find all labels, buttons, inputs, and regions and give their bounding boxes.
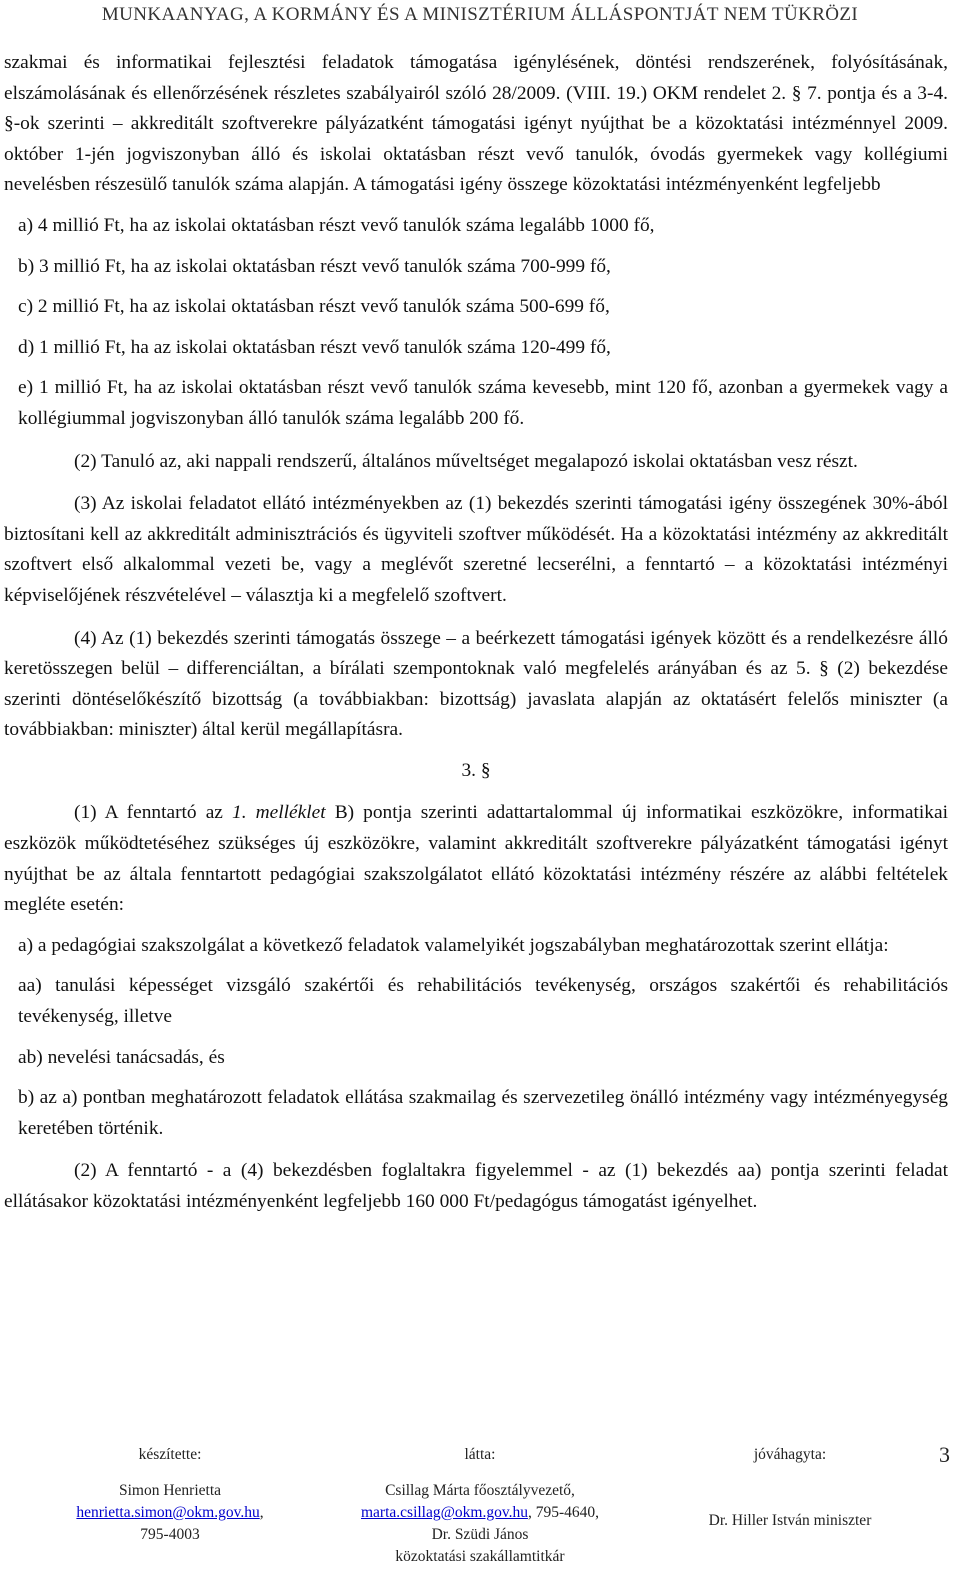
annex-reference: 1. melléklet (232, 802, 326, 824)
paragraph-3: (3) Az iskolai feladatot ellátó intézményekben az (1) bekezdés szerinti támogatási igény összegének 30%-ából biztosítani kell az akkreditált adminisztrációs és ügyviteli szoftver működését. Ha a közoktatási intézmény az akkreditált szoftvert első alkalommal vezeti be, vagy a meglévőt szeretné lecserélni, a fenntartó – a közoktatási intézményi képviselőjének részvételével – választja ki a megfelelő szoftvert. (4, 493, 948, 606)
seen-name: Csillag Márta főosztályvezető, (385, 1482, 575, 1499)
document-body (4, 48, 948, 1218)
prepared-by-block (20, 1444, 320, 1546)
s3-p1-pre: (1) A fenntartó az (74, 802, 232, 824)
list-item-c: c) 2 millió Ft, ha az iskolai oktatásban részt vevő tanulók száma 500-699 fő, (18, 296, 610, 318)
section3-paragraph-1 (4, 798, 948, 920)
list-item-d: d) 1 millió Ft, ha az iskolai oktatásban részt vevő tanulók száma 120-499 fő, (18, 336, 611, 358)
list-item-b: b) 3 millió Ft, ha az iskolai oktatásban részt vevő tanulók száma 700-999 fő, (18, 255, 611, 277)
prepared-email-link[interactable]: henrietta.simon@okm.gov.hu (76, 1504, 260, 1521)
paragraph-4: (4) Az (1) bekezdés szerinti támogatás összege – a beérkezett támogatási igények között és a rendelkezésre álló keretösszegen belül – differenciáltan, a bírálati szempontoknak való megfelelés arányában és az 5. § (2) bekezdése szerinti döntéselőkészítő bizottság (a továbbiakban: bizottság) javaslata alapján az oktatásért felelős miniszter (a továbbiakban: miniszter) által kerül megállapításra. (4, 627, 948, 741)
seen-name-2: Dr. Szüdi János (431, 1526, 529, 1543)
list-item-a: a) 4 millió Ft, ha az iskolai oktatásban részt vevő tanulók száma legalább 1000 fő, (18, 214, 655, 236)
section3-item-a: a) a pedagógiai szakszolgálat a következő feladatok valamelyikét jogszabályban meghatározottak szerint ellátja: (18, 934, 889, 956)
section3-item-ab: ab) nevelési tanácsadás, és (18, 1046, 225, 1068)
page-number: 3 (939, 1442, 950, 1467)
seen-phone: , 795-4640, (527, 1504, 599, 1521)
seen-title-2: közoktatási szakállamtitkár (395, 1548, 565, 1565)
paragraph-2: (2) Tanuló az, aki nappali rendszerű, általános műveltséget megalapozó iskolai oktatásban vesz részt. (74, 450, 858, 472)
prepared-label: készítette: (138, 1446, 202, 1463)
list-item-e: e) 1 millió Ft, ha az iskolai oktatásban részt vevő tanulók száma kevesebb, mint 120 fő, azonban a gyermekek vagy a kollégiummal jogviszonyban álló tanulók száma legalább 200 fő. (18, 377, 948, 429)
section3-item-b: b) az a) pontban meghatározott feladatok ellátása szakmailag és szervezetileg önálló intézmény vagy intézményegység keretében történik. (18, 1087, 948, 1139)
prepared-name: Simon Henrietta (118, 1482, 222, 1499)
prepared-comma: , (259, 1504, 264, 1521)
intro-paragraph: szakmai és informatikai fejlesztési feladatok támogatása igénylésének, döntési rendszerének, folyósításának, elszámolásának és ellenőrzésének részletes szabályairól szóló 28/2009. (VIII. 19.) OKM rendelet 2. § 7. pontja és a 3-4. §-ok szerinti – akkreditált szoftverekre pályázatként támogatási igényt nyújthat be a közoktatási intézménnyel 2009. október 1-jén jogviszonyban álló és iskolai oktatásban részt vevő tanulók, óvodás gyermekek vagy kollégiumi nevelésben részesülő tanulók száma alapján. A támogatási igény összege közoktatási intézményenként legfeljebb (4, 52, 948, 196)
prepared-phone: 795-4003 (140, 1526, 200, 1543)
approved-by-block (660, 1444, 920, 1532)
s3-p1-post: B) pontja szerinti adattartalommal új informatikai eszközökre, informatikai eszközök működtetéséhez szükséges új eszközökre, valamint akkreditált szoftverekre pályázatként támogatási igényt nyújthat be az általa fenntartott pedagógiai szakszolgálatot ellátó közoktatási intézmény részére az alábbi feltételek megléte esetén: (4, 802, 948, 916)
seen-by-block (330, 1444, 630, 1568)
draft-header: MUNKAANYAG, A KORMÁNY ÉS A MINISZTÉRIUM ÁLLÁSPONTJÁT NEM TÜKRÖZI (101, 4, 859, 25)
signature-footer (0, 1444, 960, 1584)
approved-name: Dr. Hiller István miniszter (708, 1512, 872, 1529)
seen-label: látta: (464, 1446, 496, 1463)
section3-paragraph-2: (2) A fenntartó - a (4) bekezdésben foglaltakra figyelemmel - az (1) bekezdés aa) pontja szerinti feladat ellátásakor közoktatási intézményenként legfeljebb 160 000 Ft/pedagógus támogatást igényelhet. (4, 1160, 948, 1212)
section3-item-aa: aa) tanulási képességet vizsgáló szakértői és rehabilitációs tevékenység, országos szakértői és rehabilitációs tevékenység, illetve (18, 975, 948, 1028)
section-title: 3. § (461, 759, 491, 781)
approved-label: jóváhagyta: (753, 1446, 827, 1463)
seen-email-link[interactable]: marta.csillag@okm.gov.hu (361, 1504, 528, 1521)
